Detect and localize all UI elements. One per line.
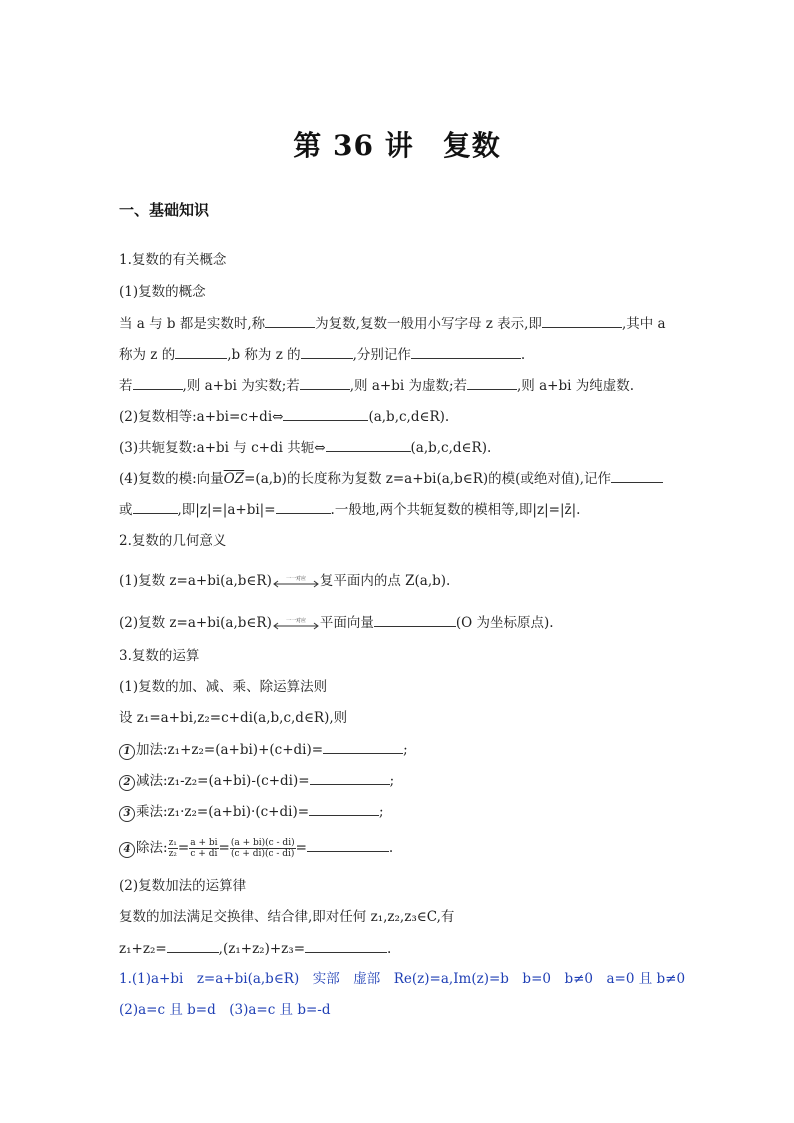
fill-blank[interactable] <box>611 468 663 483</box>
text-line <box>119 344 525 365</box>
text-run: (3)共轭复数:a+bi 与 c+di 共轭⇔ <box>119 440 326 456</box>
arrow-label: 一一对应 <box>285 617 306 624</box>
text-line <box>119 571 450 591</box>
fill-blank[interactable] <box>323 739 403 754</box>
fill-blank[interactable] <box>175 344 227 359</box>
text-run: 复平面内的点 Z(a,b). <box>319 573 451 589</box>
fraction <box>230 838 296 859</box>
circled-number: 1 <box>119 744 135 760</box>
fill-blank[interactable] <box>309 801 379 816</box>
fill-blank[interactable] <box>411 344 521 359</box>
text-run: (a,b,c,d∈R). <box>410 440 492 456</box>
text-run: ,则 a+bi 为纯虚数. <box>517 378 634 394</box>
text-run: ; <box>403 742 408 758</box>
text-run: = <box>218 840 230 856</box>
text-run: ,即|z|=|a+bi|= <box>177 502 276 518</box>
text-run: ; <box>379 804 384 820</box>
text-line <box>119 437 491 458</box>
section-heading: 一、基础知识 <box>119 201 210 219</box>
fill-blank[interactable] <box>310 770 390 785</box>
fill-blank[interactable] <box>374 612 456 627</box>
fill-blank[interactable] <box>467 375 517 390</box>
text-run: (a,b,c,d∈R). <box>368 409 450 425</box>
answer-line: 1.(1)a+bi z=a+bi(a,b∈R) 实部 虚部 Re(z)=a,Im(z)=b b=0 b≠0 a=0 且 b≠0 <box>119 971 686 987</box>
fraction <box>189 838 218 859</box>
text-line: 1.复数的有关概念 <box>119 252 227 268</box>
fill-blank[interactable] <box>542 313 622 328</box>
fill-blank[interactable] <box>301 344 353 359</box>
text-run: (4)复数的模:向量 <box>119 471 224 487</box>
text-line: 设 z₁=a+bi,z₂=c+di(a,b,c,d∈R),则 <box>119 710 348 726</box>
text-run: 加法:z₁+z₂=(a+bi)+(c+di)= <box>136 742 324 758</box>
bijection-arrow-icon <box>272 575 320 589</box>
text-run: ,其中 a <box>621 316 666 332</box>
fraction <box>168 838 178 859</box>
denominator: (c + di)(c - di) <box>230 849 295 859</box>
text-line: 复数的加法满足交换律、结合律,即对任何 z₁,z₂,z₃∈C,有 <box>119 909 455 925</box>
text-run: . <box>387 941 392 957</box>
text-line <box>119 834 393 862</box>
circled-number: 4 <box>119 842 135 858</box>
text-run: ,则 a+bi 为虚数;若 <box>349 378 467 394</box>
circled-number: 3 <box>119 806 135 822</box>
fill-blank[interactable] <box>265 313 315 328</box>
numerator: z₁ <box>168 838 177 848</box>
text-line <box>119 612 554 633</box>
text-line <box>119 406 449 427</box>
text-line <box>119 739 408 760</box>
text-run: (1)复数 z=a+bi(a,b∈R) <box>119 573 272 589</box>
fill-blank[interactable] <box>167 938 219 953</box>
text-run: ; <box>389 773 395 789</box>
fill-blank[interactable] <box>133 375 183 390</box>
page-title: 第 36 讲 复数 <box>293 129 501 162</box>
text-run: 除法: <box>136 840 168 856</box>
text-run: . <box>388 840 394 856</box>
text-line <box>119 375 634 396</box>
text-run: (O 为坐标原点). <box>455 615 554 631</box>
text-run: ,则 a+bi 为实数;若 <box>182 378 300 394</box>
denominator: z₂ <box>168 849 177 859</box>
text-line: 3.复数的运算 <box>119 648 200 664</box>
text-run: =(a,b)的长度称为复数 z=a+bi(a,b∈R)的模(或绝对值),记作 <box>244 471 611 487</box>
fill-blank[interactable] <box>326 437 411 452</box>
text-run: 当 a 与 b 都是实数时,称 <box>119 316 266 332</box>
text-run: 平面向量 <box>319 615 374 631</box>
text-run: 或 <box>119 502 133 518</box>
arrow-label: 一一对应 <box>285 575 306 582</box>
text-run: . <box>520 347 526 363</box>
text-line: (1)复数的加、减、乘、除运算法则 <box>119 679 328 695</box>
fill-blank[interactable] <box>300 375 350 390</box>
circled-number: 2 <box>119 775 135 791</box>
text-run: (2)复数 z=a+bi(a,b∈R) <box>119 615 272 631</box>
text-line: (2)复数加法的运算律 <box>119 878 247 894</box>
fill-blank[interactable] <box>276 499 331 514</box>
numerator: a + bi <box>190 838 218 848</box>
text-line <box>119 499 580 520</box>
text-line <box>119 801 384 822</box>
text-run: 减法:z₁-z₂=(a+bi)-(c+di)= <box>136 773 310 789</box>
text-line <box>119 770 394 791</box>
text-run: .一般地,两个共轭复数的模相等,即|z|=|z̄|. <box>330 502 581 518</box>
denominator: c + di <box>190 849 218 859</box>
fill-blank[interactable] <box>305 938 387 953</box>
fill-blank[interactable] <box>307 837 389 852</box>
text-run: 为复数,复数一般用小写字母 z 表示,即 <box>315 316 542 332</box>
vector-oz: $\overline{OZ}$ <box>223 471 245 487</box>
text-run: = <box>177 840 190 856</box>
text-run: 称为 z 的 <box>119 347 176 363</box>
text-run: (2)复数相等:a+bi=c+di⇔ <box>119 409 284 425</box>
text-run: ,(z₁+z₂)+z₃= <box>218 941 306 957</box>
text-run: = <box>295 840 307 856</box>
text-run: 乘法:z₁·z₂=(a+bi)·(c+di)= <box>136 804 310 820</box>
text-run: z₁+z₂= <box>119 941 167 957</box>
fill-blank[interactable] <box>133 499 178 514</box>
answer-line: (2)a=c 且 b=d (3)a=c 且 b=-d <box>119 1002 331 1018</box>
text-line: (1)复数的概念 <box>119 284 206 300</box>
text-run: ,分别记作 <box>352 347 411 363</box>
text-line <box>119 468 663 489</box>
fill-blank[interactable] <box>283 406 368 421</box>
bijection-arrow-icon <box>272 617 320 631</box>
text-line <box>119 313 666 334</box>
text-line <box>119 938 391 959</box>
numerator: (a + bi)(c - di) <box>230 838 295 848</box>
text-run: 若 <box>119 378 133 394</box>
text-run: ,b 称为 z 的 <box>227 347 301 363</box>
text-line: 2.复数的几何意义 <box>119 533 227 549</box>
